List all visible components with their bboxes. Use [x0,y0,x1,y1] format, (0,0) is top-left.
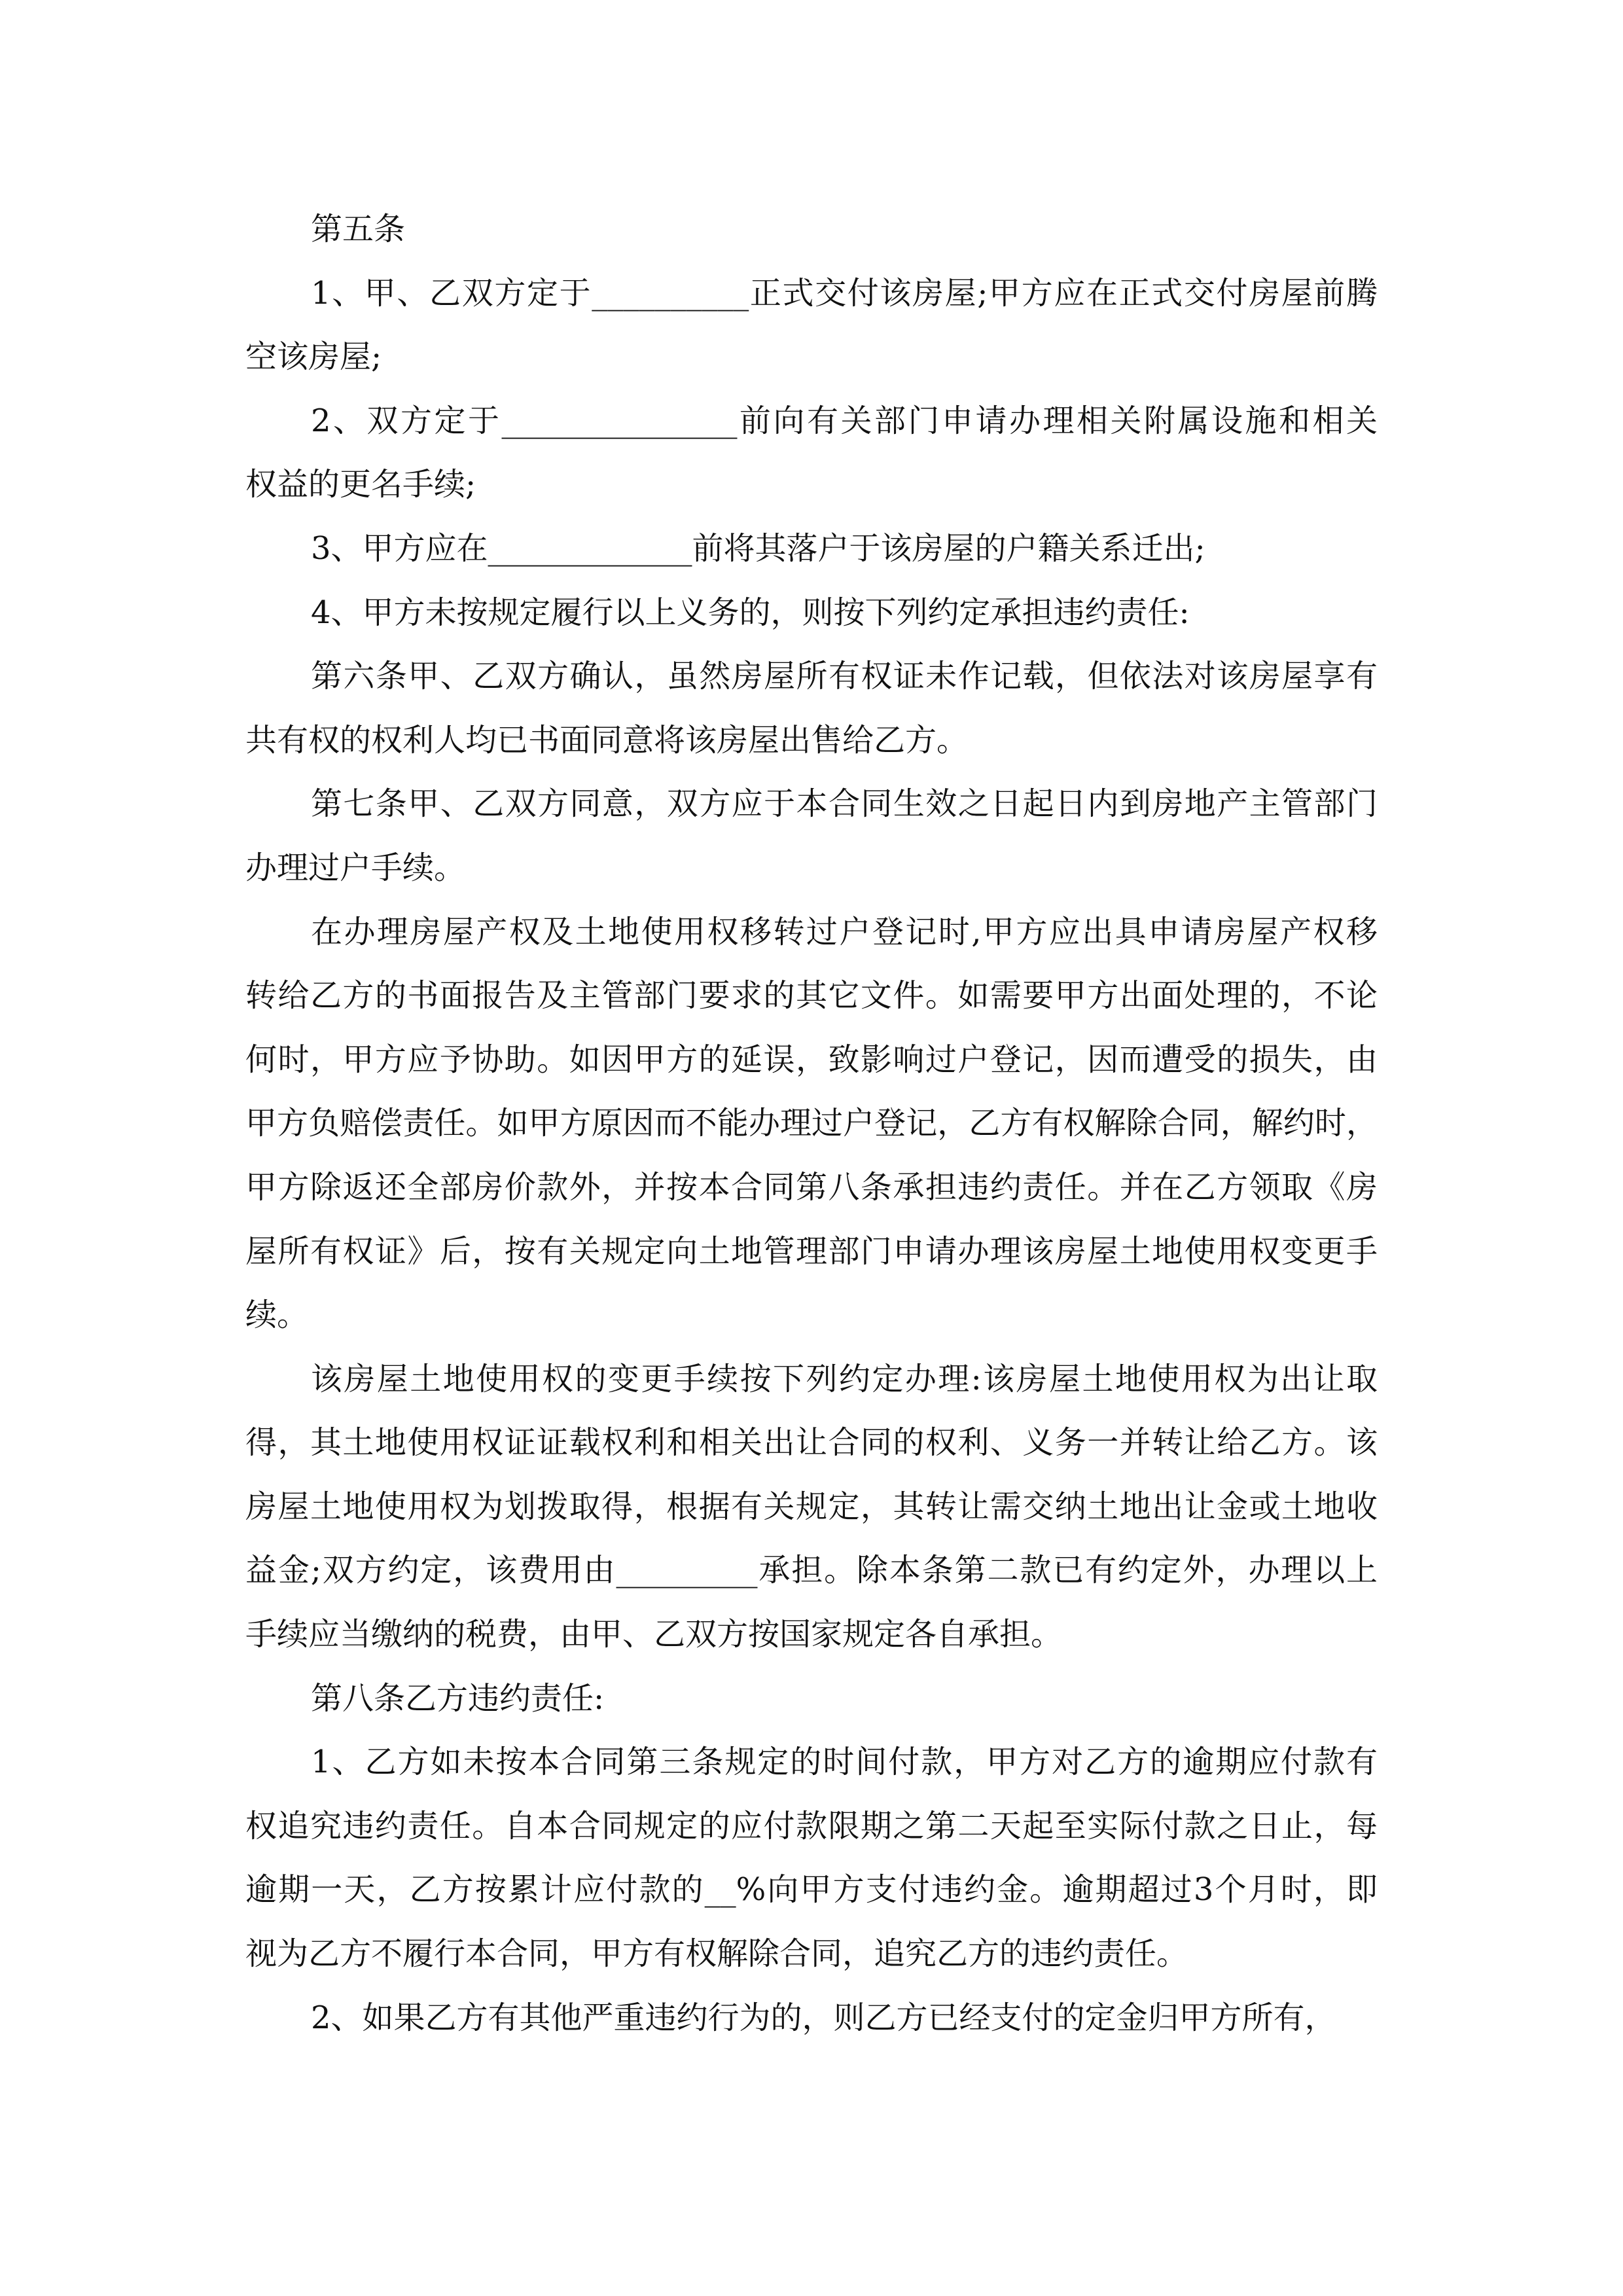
text-line: 房屋土地使用权为划拨取得，根据有关规定，其转让需交纳土地出让金或土地收 [245,1488,1378,1525]
text-line: 得，其土地使用权证证载权利和相关出让合同的权利、义务一并转让给乙方。该 [245,1424,1378,1462]
text-line: 1、甲、乙双方定于__________正式交付该房屋;甲方应在正式交付房屋前腾 [311,274,1378,312]
text-line: 第六条甲、乙双方确认，虽然房屋所有权证未作记载，但依法对该房屋享有 [311,658,1378,695]
text-line: 屋所有权证》后，按有关规定向土地管理部门申请办理该房屋土地使用权变更手 [245,1232,1378,1270]
text-line: 3、甲方应在_____________前将其落户于该房屋的户籍关系迁出; [311,529,1205,567]
text-line: 权益的更名手续; [245,466,476,503]
paragraph [245,772,1378,900]
text-line: 4、甲方未按规定履行以上义务的，则按下列约定承担违约责任: [311,594,1190,631]
text-line: 权追究违约责任。自本合同规定的应付款限期之第二天起至实际付款之日止，每 [245,1807,1378,1844]
text-line: 手续应当缴纳的税费，由甲、乙双方按国家规定各自承担。 [245,1616,1063,1653]
text-line: 办理过户手续。 [245,849,466,886]
text-line: 第八条乙方违约责任: [311,1679,605,1717]
text-line: 甲方除返还全部房价款外，并按本合同第八条承担违约责任。并在乙方领取《房 [245,1168,1378,1206]
text-line: 第五条 [311,211,406,247]
paragraph [245,389,1378,517]
text-line: 转给乙方的书面报告及主管部门要求的其它文件。如需要甲方出面处理的，不论 [245,977,1378,1014]
text-line: 1、乙方如未按本合同第三条规定的时间付款，甲方对乙方的逾期应付款有 [311,1744,1378,1781]
text-line: 第七条甲、乙双方同意，双方应于本合同生效之日起日内到房地产主管部门 [311,785,1378,823]
text-line: 空该房屋; [245,338,382,376]
text-line: 续。 [245,1297,309,1334]
text-line: 该房屋土地使用权的变更手续按下列约定办理:该房屋土地使用权为出让取 [311,1360,1378,1397]
text-line: 共有权的权利人均已书面同意将该房屋出售给乙方。 [245,721,969,759]
paragraph [245,1667,1378,1731]
text-line: 益金;双方约定，该费用由_________承担。除本条第二款已有约定外，办理以上 [245,1552,1378,1589]
document-page [245,198,1378,2050]
paragraph [245,198,1378,262]
paragraph [245,262,1378,389]
text-line: 2、如果乙方有其他严重违约行为的，则乙方已经支付的定金归甲方所有， [311,1999,1336,2036]
paragraph [245,645,1378,772]
paragraph [245,1986,1378,2051]
text-line: 甲方负赔偿责任。如甲方原因而不能办理过户登记，乙方有权解除合同，解约时， [245,1105,1378,1142]
paragraph [245,1731,1378,1986]
text-line: 何时，甲方应予协助。如因甲方的延误，致影响过户登记，因而遭受的损失，由 [245,1041,1378,1078]
paragraph [245,1348,1378,1667]
text-line: 在办理房屋产权及土地使用权移转过户登记时,甲方应出具申请房屋产权移 [311,913,1378,950]
paragraph [245,581,1378,645]
paragraph [245,901,1378,1348]
text-line: 视为乙方不履行本合同，甲方有权解除合同，追究乙方的违约责任。 [245,1935,1188,1973]
paragraph [245,517,1378,581]
text-line: 逾期一天，乙方按累计应付款的__%向甲方支付违约金。逾期超过3个月时，即 [245,1871,1378,1909]
text-line: 2、双方定于_______________前向有关部门申请办理相关附属设施和相关 [311,402,1378,439]
